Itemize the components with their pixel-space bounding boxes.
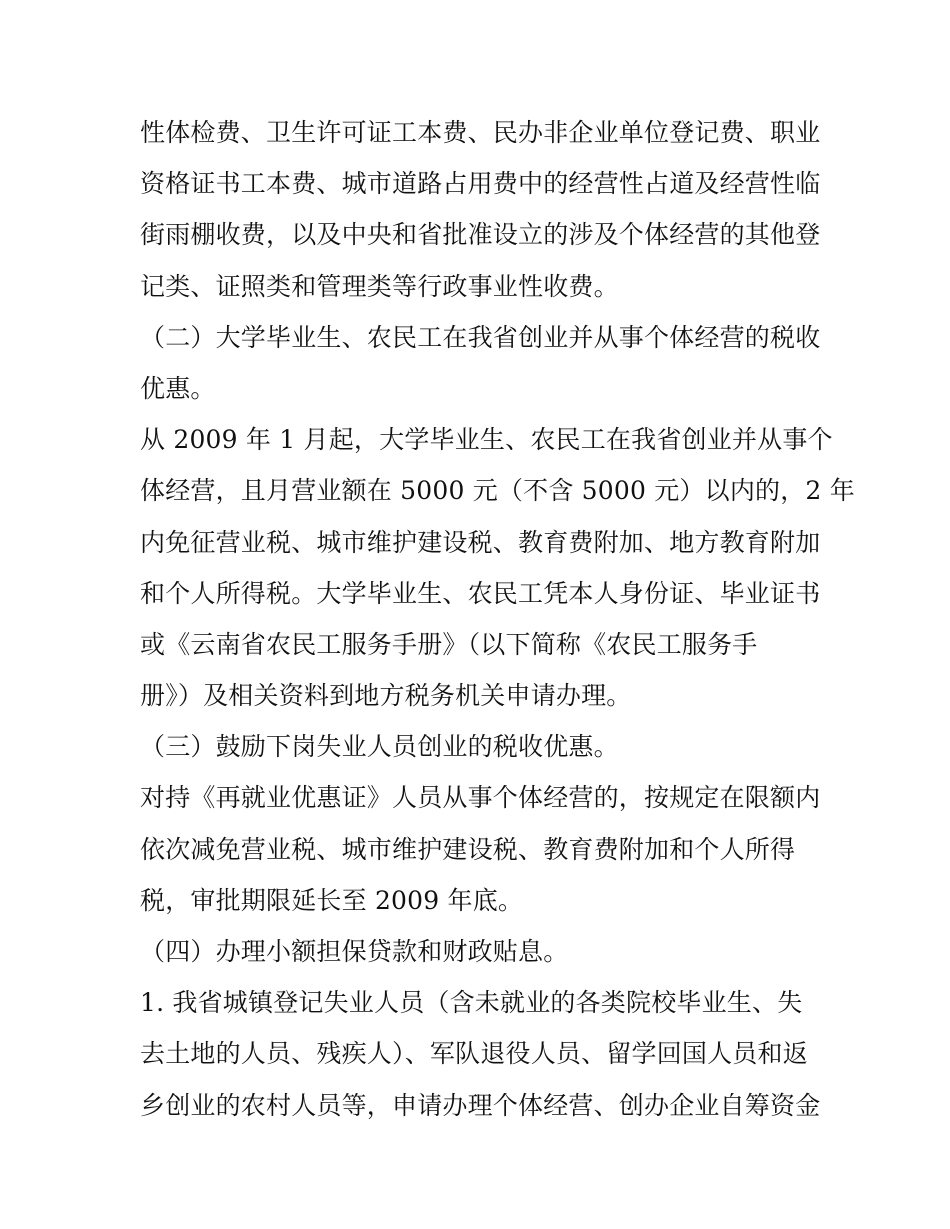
document-body	[140, 107, 855, 1131]
text-line: 或《云南省农民工服务手册》（以下简称《农民工服务手	[140, 629, 758, 659]
text-line: 从 2009 年 1 月起，大学毕业生、农民工在我省创业并从事个	[140, 425, 833, 455]
text-line: 性体检费、卫生许可证工本费、民办非企业单位登记费、职业	[140, 118, 821, 147]
section-heading-4: （四）办理小额担保贷款和财政贴息。	[140, 937, 569, 966]
text-line: 去土地的人员、残疾人）、军队退役人员、留学回国人员和返	[140, 1039, 808, 1069]
text-line: 依次减免营业税、城市维护建设税、教育费附加和个人所得	[140, 834, 796, 864]
text-line: 记类、证照类和管理类等行政事业性收费。	[140, 271, 619, 301]
section-heading-3: （三）鼓励下岗失业人员创业的税收优惠。	[140, 732, 619, 762]
text-line: 街雨棚收费，以及中央和省批准设立的涉及个体经营的其他登	[140, 220, 821, 250]
text-line: 乡创业的农村人员等，申请办理个体经营、创办企业自筹资金	[140, 1090, 821, 1120]
text-line: 对持《再就业优惠证》人员从事个体经营的，按规定在限额内	[140, 783, 821, 813]
section-heading-2-cont: 优惠。	[140, 373, 216, 403]
text-line: 体经营，且月营业额在 5000 元（不含 5000 元）以内的，2 年	[140, 476, 855, 506]
text-line: 册》）及相关资料到地方税务机关申请办理。	[140, 681, 632, 711]
section-heading-2: （二）大学毕业生、农民工在我省创业并从事个体经营的税收	[140, 322, 821, 352]
text-line: 内免征营业税、城市维护建设税、教育费附加、地方教育附加	[140, 527, 821, 557]
list-item-1: 1. 我省城镇登记失业人员（含未就业的各类院校毕业生、失	[140, 988, 803, 1018]
text-line: 税，审批期限延长至 2009 年底。	[140, 885, 524, 915]
text-line: 和个人所得税。大学毕业生、农民工凭本人身份证、毕业证书	[140, 578, 821, 608]
text-line: 资格证书工本费、城市道路占用费中的经营性占道及经营性临	[140, 169, 821, 199]
